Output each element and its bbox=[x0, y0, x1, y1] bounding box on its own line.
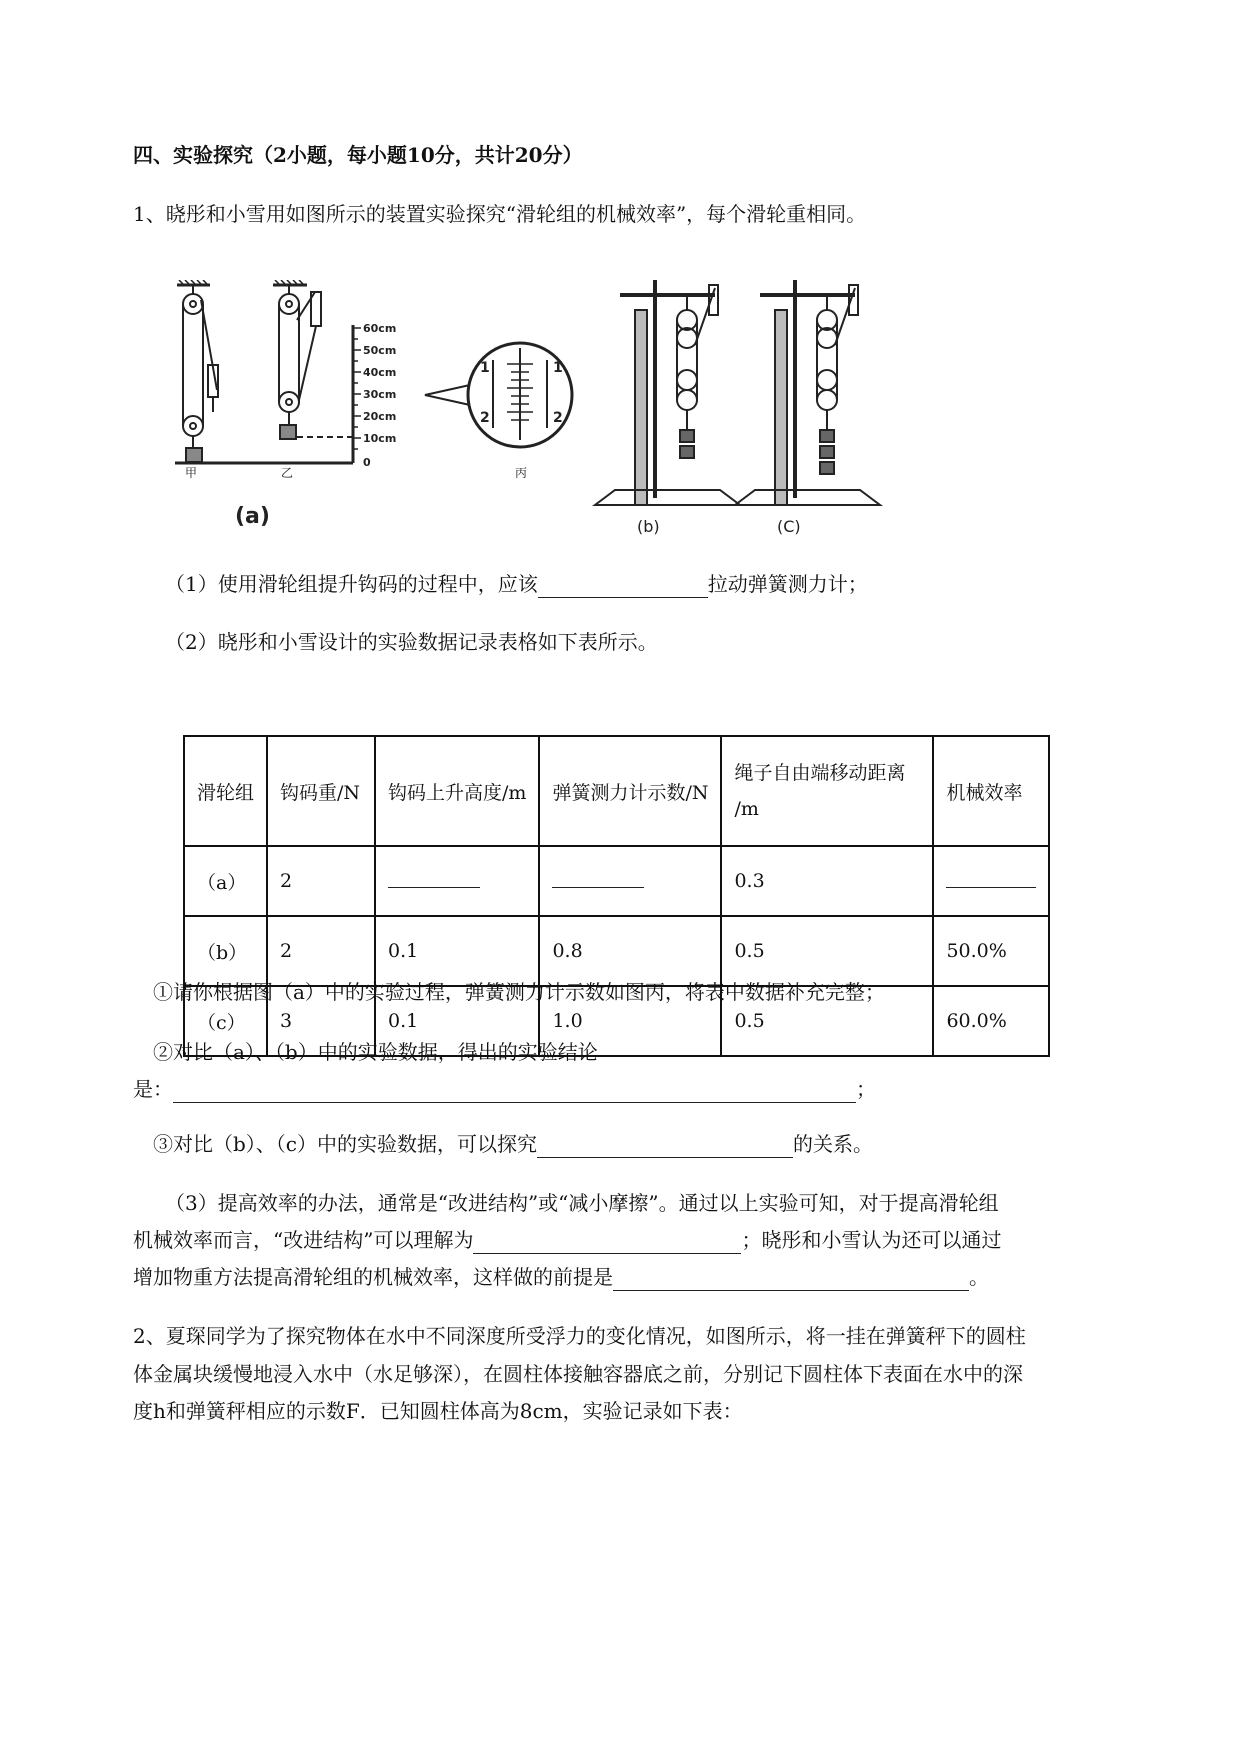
table-header: 钩码重/N bbox=[267, 736, 375, 846]
table-cell: 2 bbox=[267, 846, 375, 916]
ruler-tick-label: 20cm bbox=[363, 410, 397, 423]
ruler-tick-label: 40cm bbox=[363, 366, 397, 379]
answer-blank[interactable] bbox=[538, 575, 708, 598]
question-2-line-3: 度h和弹簧秤相应的示数F．已知圆柱体高为8cm，实验记录如下表： bbox=[133, 1399, 743, 1423]
answer-blank[interactable] bbox=[173, 1080, 856, 1103]
zoom-mark: 1 bbox=[553, 360, 563, 376]
table-cell: 0.3 bbox=[721, 846, 933, 916]
question-1-part-3-line-3: 增加物重方法提高滑轮组的机械效率，这样做的前提是 。 bbox=[133, 1265, 989, 1289]
table-header: 机械效率 bbox=[933, 736, 1049, 846]
pulley-experiment-figure bbox=[175, 280, 1005, 600]
experiment-data-table bbox=[183, 735, 1050, 1057]
question-1-part-3-line-2: 机械效率而言，“改进结构”可以理解为 ；晓彤和小雪认为还可以通过 bbox=[133, 1228, 1002, 1252]
question-1-part-3-line-1: （3）提高效率的办法，通常是“改进结构”或“减小摩擦”。通过以上实验可知，对于提高滑轮组 bbox=[165, 1191, 999, 1215]
table-cell: 1.0 bbox=[539, 986, 721, 1056]
table-cell bbox=[375, 846, 539, 916]
section-title: 四、实验探究（2小题，每小题10分，共计20分） bbox=[133, 143, 583, 167]
ruler-tick-label: 30cm bbox=[363, 388, 397, 401]
table-cell: （c） bbox=[184, 986, 267, 1056]
label-fig-c: (C) bbox=[777, 517, 801, 536]
answer-blank[interactable] bbox=[473, 1231, 741, 1254]
table-cell: 0.5 bbox=[721, 916, 933, 986]
answer-blank[interactable] bbox=[537, 1135, 793, 1158]
sub-question-1: ①请你根据图（a）中的实验过程，弹簧测力计示数如图丙，将表中数据补充完整； bbox=[153, 980, 885, 1004]
sub-question-2-line-2: 是： ； bbox=[133, 1077, 876, 1101]
label-yi: 乙 bbox=[281, 466, 294, 480]
table-cell: 2 bbox=[267, 916, 375, 986]
table-cell: 60.0% bbox=[933, 986, 1049, 1056]
table-header-row bbox=[184, 736, 1049, 846]
table-cell: 0.8 bbox=[539, 916, 721, 986]
table-cell: （b） bbox=[184, 916, 267, 986]
table-header: 弹簧测力计示数/N bbox=[539, 736, 721, 846]
table-row bbox=[184, 916, 1049, 986]
ruler-tick-label: 60cm bbox=[363, 322, 397, 335]
sub-question-3: ③对比（b）、（c）中的实验数据，可以探究 的关系。 bbox=[153, 1132, 874, 1156]
zoom-mark: 2 bbox=[480, 410, 490, 426]
answer-blank[interactable] bbox=[946, 869, 1036, 888]
label-bing: 丙 bbox=[515, 466, 528, 480]
table-cell: 0.5 bbox=[721, 986, 933, 1056]
label-jia: 甲 bbox=[185, 466, 198, 480]
sub-question-2-line-1: ②对比（a）、（b）中的实验数据，得出的实验结论 bbox=[153, 1040, 598, 1064]
question-2-line-2: 体金属块缓慢地浸入水中（水足够深），在圆柱体接触容器底之前，分别记下圆柱体下表面在水中的深 bbox=[133, 1362, 1023, 1386]
answer-blank[interactable] bbox=[613, 1268, 969, 1291]
question-1-part-2: （2）晓彤和小雪设计的实验数据记录表格如下表所示。 bbox=[165, 630, 658, 654]
table-header: 绳子自由端移动距离 /m bbox=[721, 736, 933, 846]
question-1-part-1: （1）使用滑轮组提升钩码的过程中，应该 拉动弹簧测力计； bbox=[165, 572, 868, 596]
table-cell bbox=[539, 846, 721, 916]
ruler-tick-label: 10cm bbox=[363, 432, 397, 445]
table-row bbox=[184, 846, 1049, 916]
label-fig-b: (b) bbox=[637, 517, 660, 536]
question-2-line-1: 2、夏琛同学为了探究物体在水中不同深度所受浮力的变化情况，如图所示，将一挂在弹簧秤下的圆柱 bbox=[133, 1324, 1026, 1348]
table-cell bbox=[933, 846, 1049, 916]
zoom-mark: 1 bbox=[480, 360, 490, 376]
answer-blank[interactable] bbox=[388, 869, 480, 888]
answer-blank[interactable] bbox=[552, 869, 644, 888]
ruler-tick-label: 0 bbox=[363, 456, 371, 469]
table-header: 钩码上升高度/m bbox=[375, 736, 539, 846]
label-fig-a: (a) bbox=[235, 504, 270, 529]
table-cell: 50.0% bbox=[933, 916, 1049, 986]
question-1-intro: 1、晓彤和小雪用如图所示的装置实验探究“滑轮组的机械效率”，每个滑轮重相同。 bbox=[133, 202, 867, 226]
table-cell: （a） bbox=[184, 846, 267, 916]
table-cell: 0.1 bbox=[375, 986, 539, 1056]
table-cell: 3 bbox=[267, 986, 375, 1056]
ruler-tick-label: 50cm bbox=[363, 344, 397, 357]
table-cell: 0.1 bbox=[375, 916, 539, 986]
table-header: 滑轮组 bbox=[184, 736, 267, 846]
zoom-mark: 2 bbox=[553, 410, 563, 426]
